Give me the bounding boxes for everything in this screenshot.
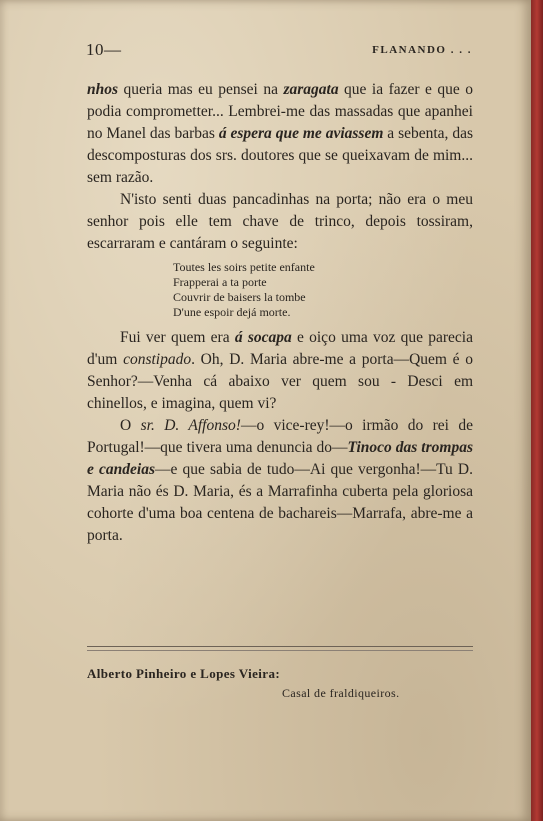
page-header bbox=[86, 40, 472, 60]
paragraph-1-span: nhos bbox=[87, 81, 119, 98]
paragraph-1-span: zaragata bbox=[283, 81, 339, 98]
paragraph-1 bbox=[87, 79, 473, 189]
verse-line: Frapperai a ta porte bbox=[173, 275, 267, 289]
divider-line bbox=[87, 650, 473, 651]
paragraph-2: N'isto senti duas pancadinhas na porta; não era o meu senhor pois elle tem chave de trinco, depois tossiram, escarraram e cantáram o seguinte: bbox=[87, 191, 473, 252]
paragraph-3 bbox=[87, 327, 473, 415]
paragraph-4-span: Tinoco das trompas e candeias bbox=[87, 439, 473, 478]
paragraph-1-span: que ia fazer e que o podia comprometter... Lembrei-me das massadas que apanhei no Manel das barbas bbox=[87, 81, 473, 142]
paragraph-1-span: queria mas eu pensei na bbox=[118, 81, 284, 98]
paragraph-1-span: á espera que me aviassem bbox=[218, 125, 384, 142]
paragraph-3-span: Fui ver quem era bbox=[120, 329, 235, 346]
paragraph-4-span: —o vice-rey!—o irmão do rei de Portugal!—que tivera uma denuncia do— bbox=[87, 417, 473, 456]
verse-quote bbox=[173, 260, 473, 320]
verse-line: Toutes les soirs petite enfante bbox=[173, 260, 315, 274]
paragraph-4 bbox=[87, 415, 473, 547]
paragraph-1-span: a sebenta, das descomposturas dos srs. doutores que se queixavam de mim... sem razão. bbox=[87, 125, 473, 186]
work-title: Casal de fraldiqueiros. bbox=[282, 686, 400, 700]
paragraph-4-span: O bbox=[120, 417, 141, 434]
paragraph-3-span: . Oh, D. Maria abre-me a porta—Quem é o Senhor?—Venha cá abaixo ver quem sou - Desci em chinellos, e imagina, quem vi? bbox=[87, 351, 473, 412]
paragraph-4-span: —e que sabia de tudo—Ai que vergonha!—Tu D. Maria não és D. Maria, és a Marrafinha cuberta pela gloriosa cohorte d'uma boa centena de bachareis—Marrafa, abre-me a porta. bbox=[87, 461, 473, 544]
paragraph-4-span: sr. D. Affonso! bbox=[140, 417, 241, 434]
paragraph-3-span: constipado bbox=[123, 351, 192, 368]
page-number: 10— bbox=[86, 40, 122, 59]
verse-line: D'une espoir dejá morte. bbox=[173, 305, 291, 319]
divider-line bbox=[87, 646, 473, 647]
book-spine-edge bbox=[531, 0, 543, 821]
paragraph-3-span: á socapa bbox=[234, 329, 292, 346]
verse-line: Couvrir de baisers la tombe bbox=[173, 290, 306, 304]
body-text bbox=[87, 79, 473, 547]
author-credit: Alberto Pinheiro e Lopes Vieira: bbox=[87, 666, 281, 681]
running-title: FLANANDO . . . bbox=[372, 44, 472, 56]
paragraph-3-span: e oiço uma voz que parecia d'um bbox=[87, 329, 473, 368]
